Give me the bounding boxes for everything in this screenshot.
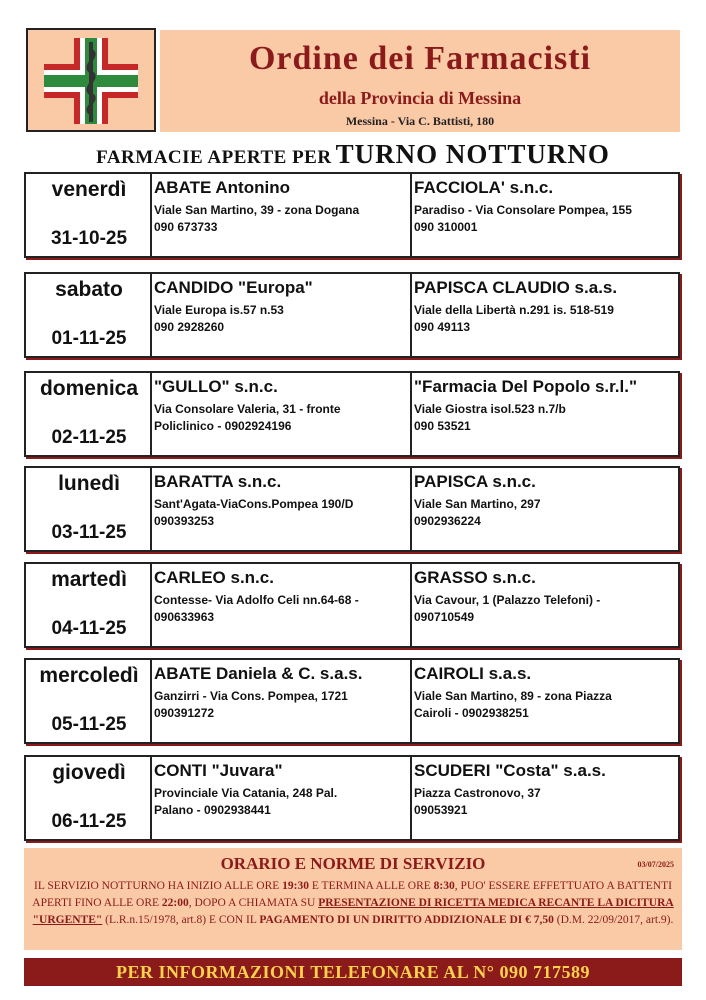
divider [150, 274, 152, 356]
header [26, 28, 680, 134]
pharmacy-address: Via Consolare Valeria, 31 - fronte [154, 402, 341, 416]
pharmacy-left [154, 278, 412, 336]
pharmacy-address: Viale San Martino, 297 [414, 497, 541, 511]
pharmacy-left [154, 472, 412, 530]
day-name: sabato [55, 278, 123, 301]
logo [26, 28, 156, 132]
pharmacy-address: Viale San Martino, 39 - zona Dogana [154, 203, 360, 217]
pharmacy-address: Sant'Agata-ViaCons.Pompea 190/D [154, 497, 354, 511]
day-row [24, 466, 680, 552]
pharmacy-phone: 090 673733 [154, 220, 218, 234]
heading-prefix: FARMACIE APERTE PER [96, 147, 332, 168]
rules-text [32, 878, 674, 929]
pharmacy-name: GRASSO s.n.c. [414, 568, 536, 587]
pharmacy-address: Viale Giostra isol.523 n.7/b [414, 402, 566, 416]
rules-start-time: 19:30 [282, 880, 309, 892]
pharmacy-name: ABATE Daniela & C. s.a.s. [154, 664, 363, 683]
pharmacy-address: Piazza Castronovo, 37 [414, 786, 541, 800]
day-name: lunedì [58, 472, 120, 495]
caduceus-cross-icon [40, 36, 142, 126]
pharmacy-right [414, 377, 678, 435]
divider [150, 468, 152, 550]
rules-text-part: (L.R.n.15/1978, art.8) E CON IL [102, 914, 260, 926]
pharmacy-address: Viale Europa is.57 n.53 [154, 303, 284, 317]
info-phone-bar: PER INFORMAZIONI TELEFONARE AL N° 090 717589 [24, 958, 682, 986]
pharmacy-phone: Palano - 0902938441 [154, 803, 271, 817]
pharmacy-phone: 090391272 [154, 706, 215, 720]
pharmacy-name: PAPISCA CLAUDIO s.a.s. [414, 278, 618, 297]
pharmacy-right [414, 664, 678, 722]
rules-title: ORARIO E NORME DI SERVIZIO [220, 854, 486, 873]
divider [150, 174, 152, 256]
day-date: 31-10-25 [50, 228, 128, 249]
rules-text-part: , DOPO A CHIAMATA SU [188, 897, 319, 909]
pharmacy-phone: 09053921 [414, 803, 468, 817]
org-subtitle: della Provincia di Messina [318, 88, 522, 108]
pharmacy-phone: 090393253 [154, 514, 215, 528]
day-name: venerdì [51, 178, 127, 201]
pharmacy-name: "GULLO" s.n.c. [154, 377, 278, 396]
day-row [24, 371, 680, 457]
pharmacy-left [154, 761, 412, 819]
rules-text-part: IL SERVIZIO NOTTURNO HA INIZIO ALLE ORE [34, 880, 283, 892]
pharmacy-phone: 0902936224 [414, 514, 481, 528]
day-date: 04-11-25 [51, 618, 127, 639]
pharmacy-left [154, 568, 412, 626]
divider [150, 373, 152, 455]
pharmacy-name: "Farmacia Del Popolo s.r.l." [414, 377, 638, 396]
pharmacy-address: Via Cavour, 1 (Palazzo Telefoni) - [414, 593, 601, 607]
pharmacy-address: Provinciale Via Catania, 248 Pal. [154, 786, 338, 800]
pharmacy-phone: 090633963 [154, 610, 215, 624]
org-address: Messina - Via C. Battisti, 180 [345, 114, 495, 128]
pharmacy-name: PAPISCA s.n.c. [414, 472, 536, 491]
pharmacy-phone: Policlinico - 0902924196 [154, 419, 292, 433]
day-name: martedì [51, 568, 127, 591]
divider [150, 757, 152, 839]
pharmacy-address: Ganzirri - Via Cons. Pompea, 1721 [154, 689, 348, 703]
pharmacy-name: CAIROLI s.a.s. [414, 664, 532, 683]
pharmacy-phone: 090 310001 [414, 220, 478, 234]
day-name: giovedì [52, 761, 126, 784]
day-row [24, 272, 680, 358]
day-row [24, 658, 680, 744]
rules-fee-note: PAGAMENTO DI UN DIRITTO ADDIZIONALE DI € 7,50 [259, 914, 554, 926]
pharmacy-address: Contesse- Via Adolfo Celi nn.64-68 - [154, 593, 359, 607]
pharmacy-name: CONTI "Juvara" [154, 761, 283, 780]
day-row [24, 172, 680, 258]
pharmacy-left [154, 377, 412, 435]
day-date: 01-11-25 [51, 328, 127, 349]
rules-prescription-note: PRESENTAZIONE DI RICETTA MEDICA RECANTE LA DICITURA "URGENTE" [32, 897, 674, 926]
day-date: 03-11-25 [51, 522, 127, 543]
pharmacy-right [414, 178, 678, 236]
day-name: domenica [39, 377, 139, 400]
divider [150, 564, 152, 646]
pharmacy-right [414, 761, 678, 819]
rules-text-part: (D.M. 22/09/2017, art.9). [553, 914, 674, 926]
pharmacy-name: ABATE Antonino [154, 178, 290, 197]
pharmacy-phone: 090 2928260 [154, 320, 225, 334]
pharmacy-name: FACCIOLA' s.n.c. [414, 178, 554, 197]
pharmacy-name: BARATTA s.n.c. [154, 472, 282, 491]
page-heading [0, 139, 706, 170]
day-date: 02-11-25 [51, 427, 127, 448]
org-title: Ordine dei Farmacisti [248, 40, 592, 77]
day-date: 05-11-25 [51, 714, 127, 735]
pharmacy-phone: 090 49113 [414, 320, 471, 334]
divider [150, 660, 152, 742]
pharmacy-phone: Cairoli - 0902938251 [414, 706, 529, 720]
pharmacy-left [154, 664, 412, 722]
pharmacy-name: CANDIDO "Europa" [154, 278, 313, 297]
pharmacy-name: CARLEO s.n.c. [154, 568, 274, 587]
pharmacy-address: Viale della Libertà n.291 is. 518-519 [414, 303, 614, 317]
pharmacy-left [154, 178, 412, 236]
day-date: 06-11-25 [51, 811, 127, 832]
rules-end-time: 8:30 [433, 880, 455, 892]
rules-open-until: 22:00 [161, 897, 189, 909]
pharmacy-name: SCUDERI "Costa" s.a.s. [414, 761, 606, 780]
day-row [24, 562, 680, 648]
pharmacy-right [414, 472, 678, 530]
pharmacy-right [414, 278, 678, 336]
pharmacy-address: Viale San Martino, 89 - zona Piazza [414, 689, 612, 703]
rules-text-part: , PUO' ESSERE EFFETTUATO A BATTENTI APERTI FINO ALLE ORE [32, 880, 672, 909]
pharmacy-right [414, 568, 678, 626]
day-row [24, 755, 680, 841]
title-box [160, 30, 680, 132]
rules-date: 03/07/2025 [637, 860, 674, 869]
pharmacy-address: Paradiso - Via Consolare Pompea, 155 [414, 203, 632, 217]
day-name: mercoledì [39, 664, 139, 687]
heading-main: TURNO NOTTURNO [335, 139, 610, 169]
pharmacy-phone: 090710549 [414, 610, 475, 624]
rules-text-part: E TERMINA ALLE ORE [308, 880, 434, 892]
pharmacy-phone: 090 53521 [414, 419, 471, 433]
rules-box [24, 848, 682, 950]
